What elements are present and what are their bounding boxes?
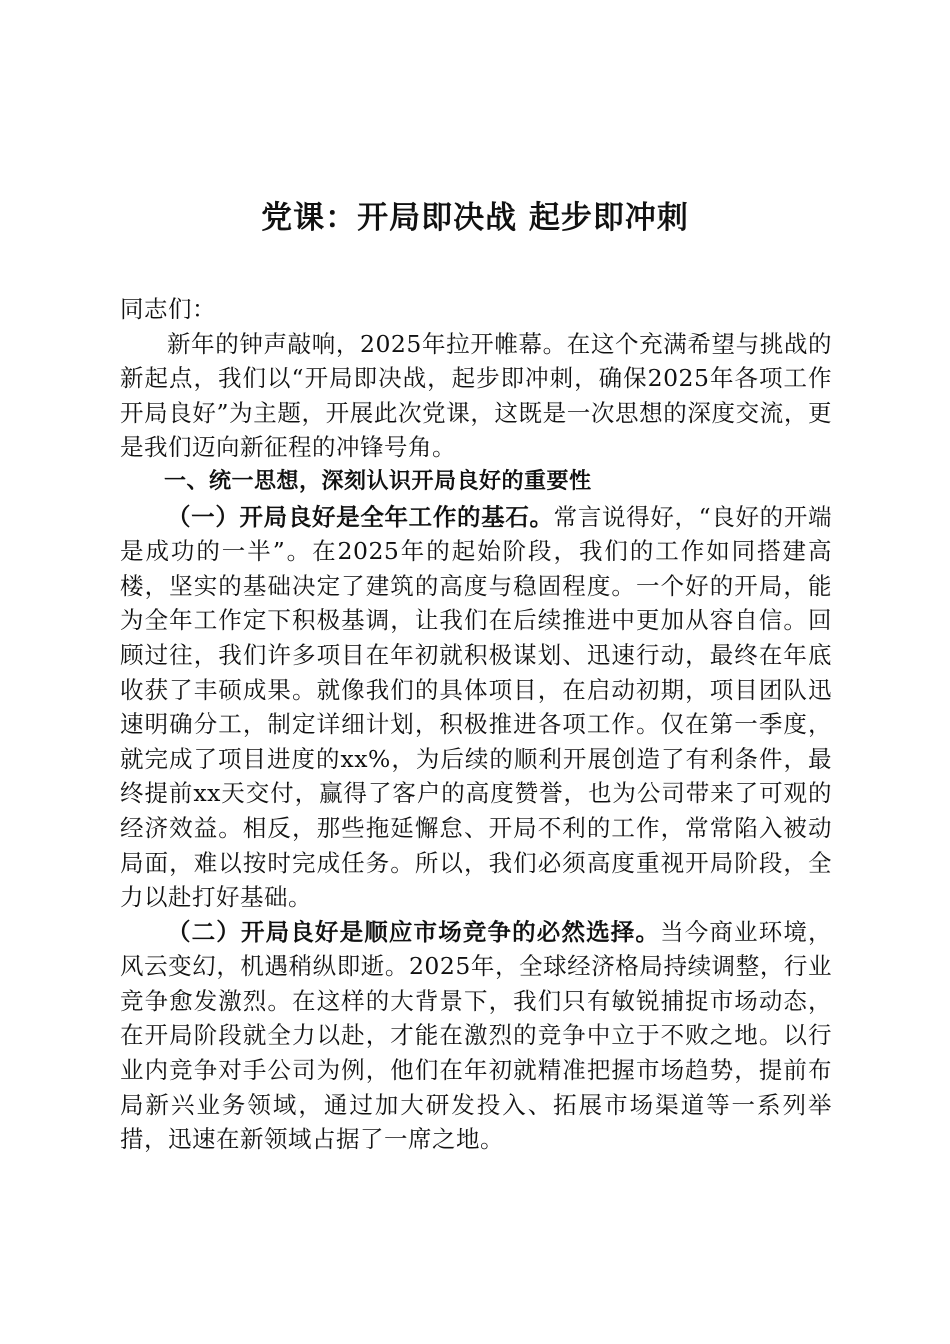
page-title: 党课：开局即决战 起步即冲刺 xyxy=(261,200,689,236)
intro-paragraph: 新年的钟声敲响，2025年拉开帷幕。在这个充满希望与挑战的新起点，我们以“开局即决战，起步即冲刺，确保2025年各项工作开局良好”为主题，开展此次党课，这既是一次思想的深度交流，更是我们迈向新征程的冲锋号角。 xyxy=(120,329,832,462)
document-body xyxy=(120,292,832,1157)
salutation: 同志们： xyxy=(120,295,216,323)
section-paragraph-1 xyxy=(120,500,832,915)
subsection-text-2: 当今商业环境，风云变幻，机遇稍纵即逝。2025年，全球经济格局持续调整，行业竞争愈发激烈。在这样的大背景下，我们只有敏锐捕捉市场动态，在开局阶段就全力以赴，才能在激烈的竞争中立于不败之地。以行业内竞争对手公司为例，他们在年初就精准把握市场趋势，提前布局新兴业务领域，通过加大研发投入、拓展市场渠道等一系列举措，迅速在新领域占据了一席之地。 xyxy=(120,917,833,1154)
subsection-text-1: 常言说得好，“良好的开端是成功的一半”。在2025年的起始阶段，我们的工作如同搭建高楼，坚实的基础决定了建筑的高度与稳固程度。一个好的开局，能为全年工作定下积极基调，让我们在后续推进中更加从容自信。回顾过往，我们许多项目在年初就积极谋划、迅速行动，最终在年底收获了丰硕成果。就像我们的具体项目，在启动初期，项目团队迅速明确分工，制定详细计划，积极推进各项工作。仅在第一季度，就完成了项目进度的xx%，为后续的顺利开展创造了有利条件，最终提前xx天交付，赢得了客户的高度赞誉，也为公司带来了可观的经济效益。相反，那些拖延懈怠、开局不利的工作，常常陷入被动局面，难以按时完成任务。所以，我们必须高度重视开局阶段，全力以赴打好基础。 xyxy=(120,502,833,912)
subsection-heading-1: （一）开局良好是全年工作的基石。 xyxy=(167,502,554,531)
section-paragraph-2 xyxy=(120,915,832,1157)
subsection-heading-2: （二）开局良好是顺应市场竞争的必然选择。 xyxy=(167,917,661,946)
section-heading: 一、统一思想，深刻认识开局良好的重要性 xyxy=(164,468,592,494)
